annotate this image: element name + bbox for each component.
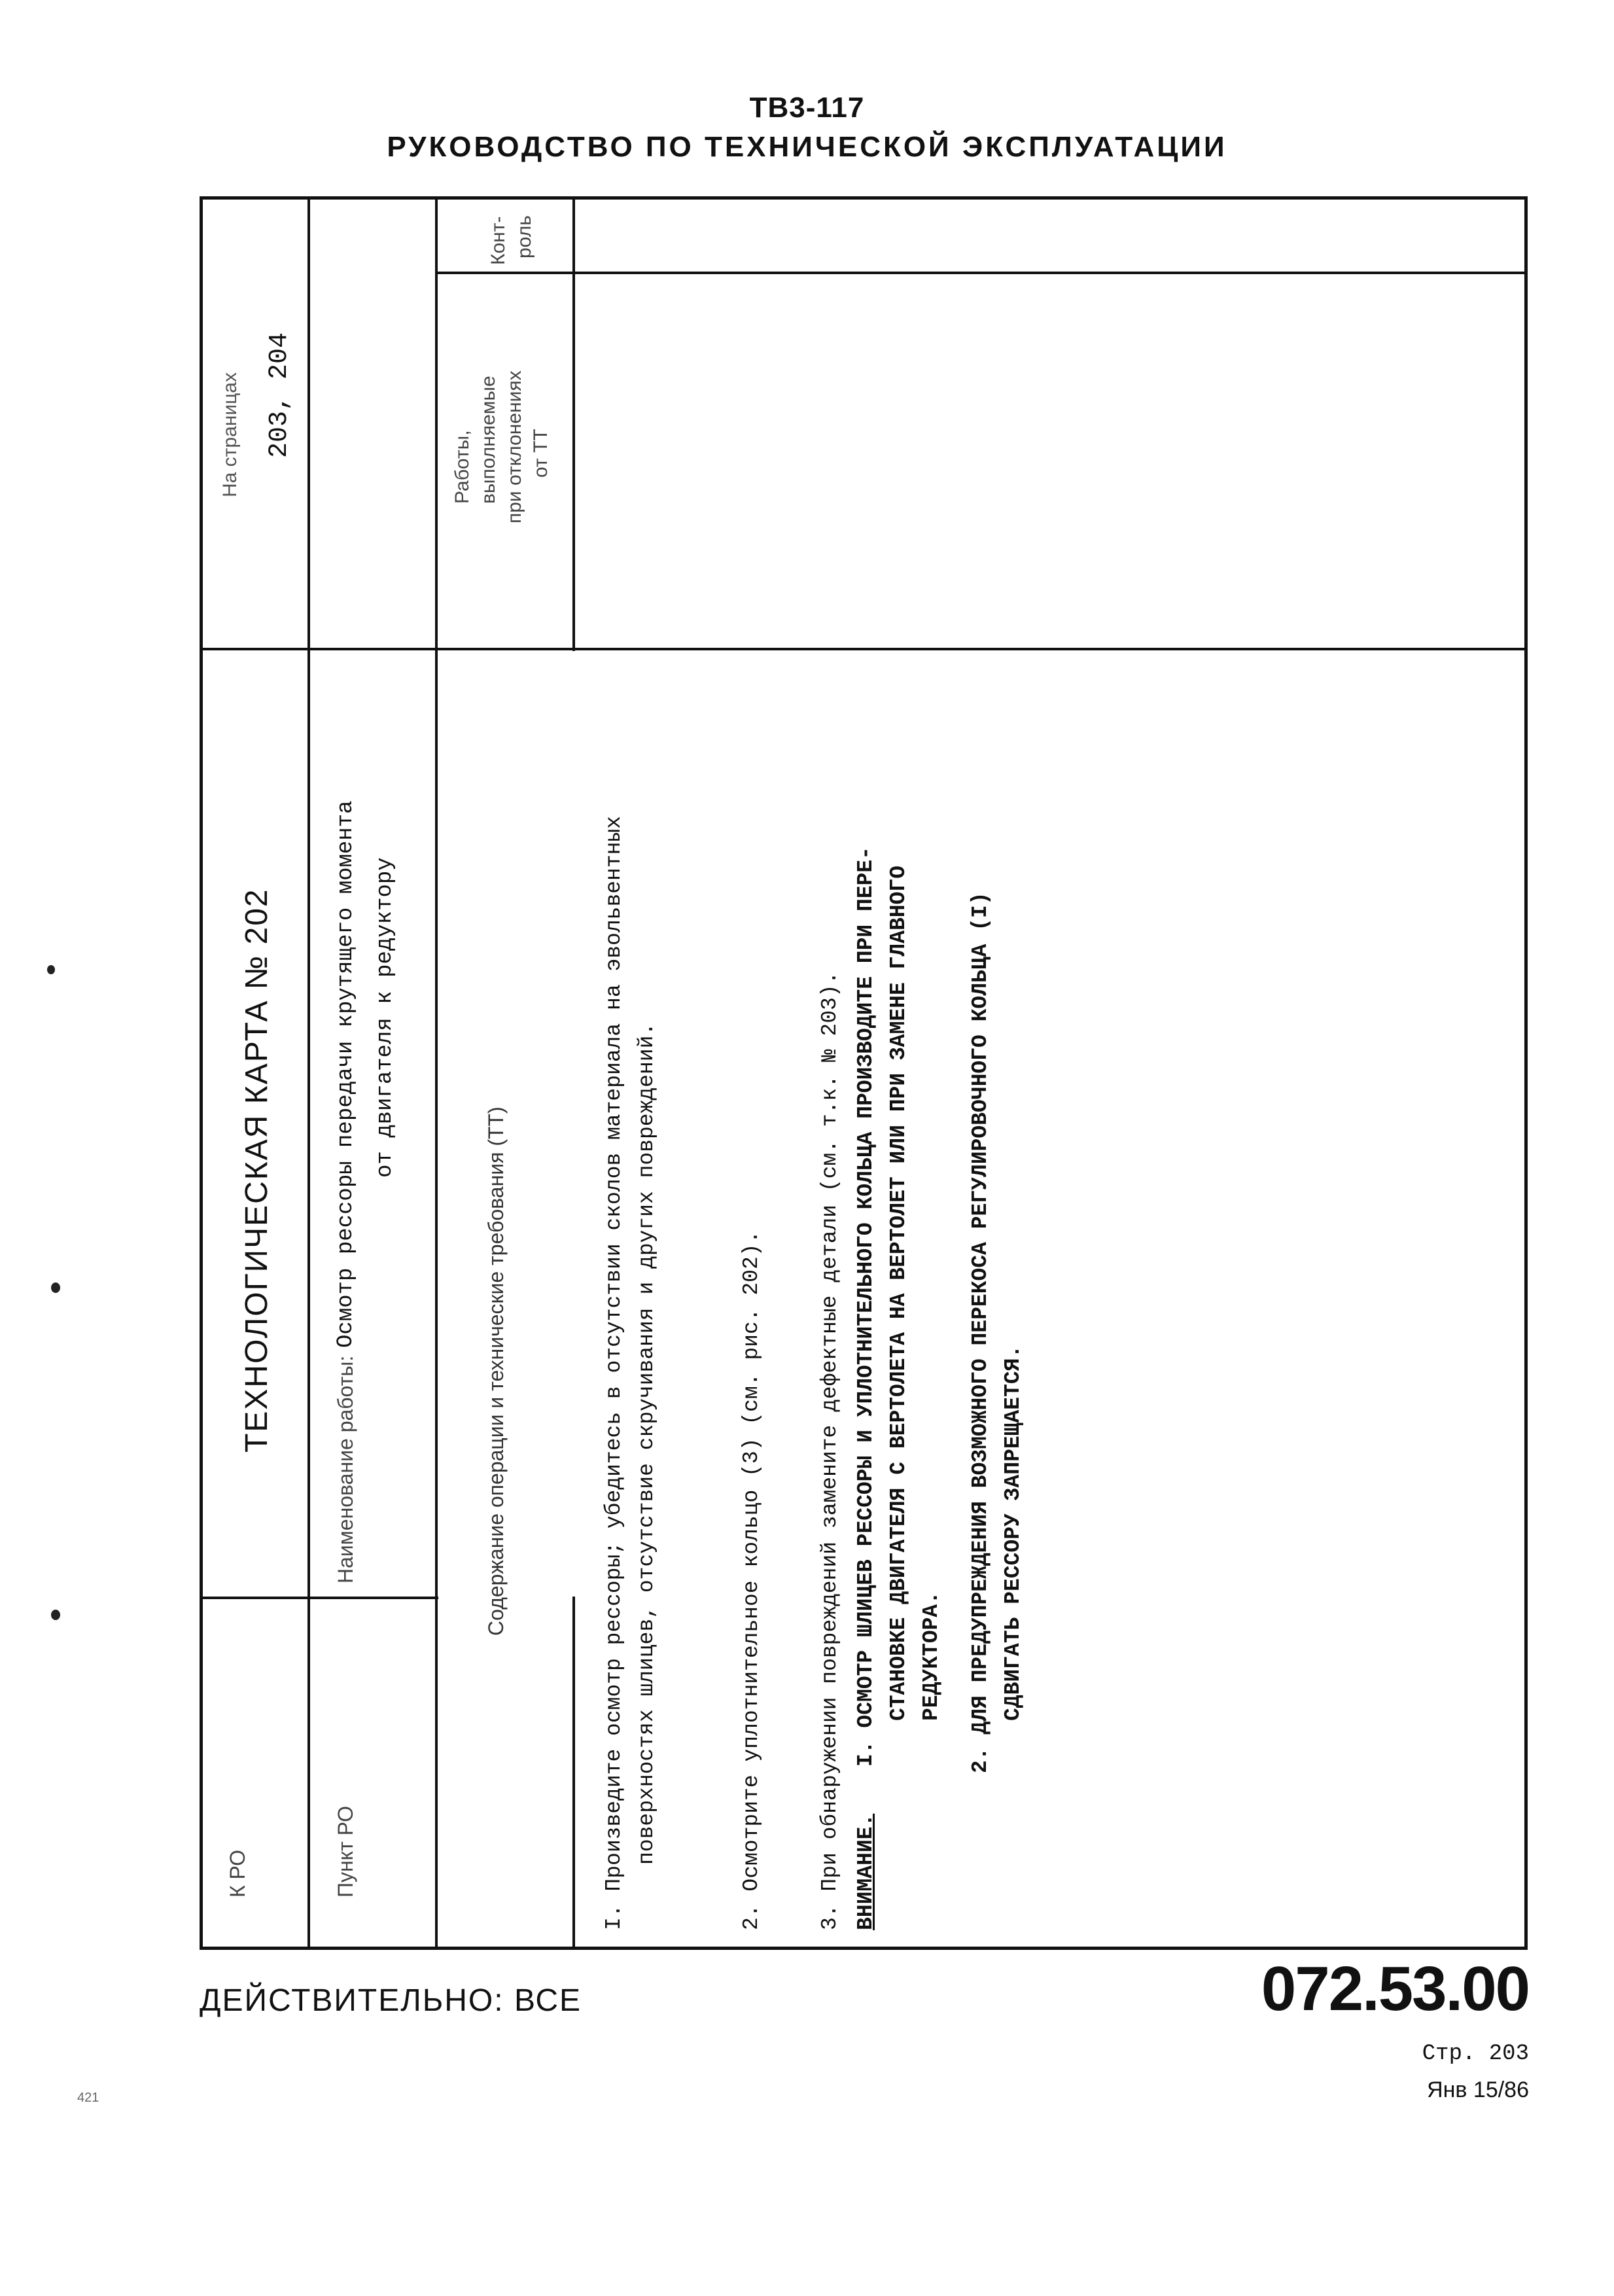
on-pages-label: На страницах xyxy=(219,372,241,497)
deviation-header-1: Работы, xyxy=(451,430,473,504)
warning-2-line-2: СДВИГАТЬ РЕССОРУ ЗАПРЕЩАЕТСЯ. xyxy=(1001,1345,1025,1721)
punkt-ro-label: Пункт РО xyxy=(334,1805,357,1898)
divider-col1 xyxy=(307,200,310,1947)
step-1-line-1: I. Произведите осмотр рессоры; убедитесь в отсутствии сколов материала на эвольвентных xyxy=(602,815,626,1930)
document-subtitle: РУКОВОДСТВО ПО ТЕХНИЧЕСКОЙ ЭКСПЛУАТАЦИИ xyxy=(387,131,1227,163)
document-number: 072.53.00 xyxy=(1261,1954,1529,2024)
punch-hole-mark-1 xyxy=(47,965,55,974)
warning-1-line-3: РЕДУКТОРА. xyxy=(919,1591,943,1721)
card-title: ТЕХНОЛОГИЧЕСКАЯ КАРТА № 202 xyxy=(239,888,274,1453)
step-2: 2. Осмотрите уплотнительное кольцо (3) (см. рис. 202). xyxy=(739,1230,763,1930)
divider-col2 xyxy=(435,200,438,1947)
document-title: ТВ3-117 xyxy=(749,92,865,124)
divider-main-row xyxy=(203,648,1524,650)
step-3: 3. При обнаружении повреждений замените дефектные детали (см. т.к. № 203). xyxy=(818,971,842,1930)
k-ro-label: К РО xyxy=(226,1849,249,1898)
punch-hole-mark-3 xyxy=(51,1610,60,1620)
warning-1-line-2: СТАНОВКЕ ДВИГАТЕЛЯ С ВЕРТОЛЕТА НА ВЕРТОЛЕТ ИЛИ ПРИ ЗАМЕНЕ ГЛАВНОГО xyxy=(886,865,911,1721)
control-header-1: Конт- xyxy=(487,216,509,265)
divider-title-cell xyxy=(203,1597,438,1599)
revision-date: Янв 15/86 xyxy=(1427,2077,1529,2102)
punch-hole-mark-2 xyxy=(51,1282,60,1293)
warning-label: ВНИМАНИЕ. xyxy=(854,1813,878,1930)
divider-col3-upper xyxy=(572,200,575,651)
step-1-line-2: поверхностях шлицев, отсутствие скручивания и других повреждений. xyxy=(635,1022,659,1865)
control-header-2: роль xyxy=(514,215,535,258)
divider-header-row xyxy=(435,272,1524,274)
deviation-header-4: от ТТ xyxy=(530,429,552,478)
deviation-header-3: при отклонениях xyxy=(504,370,525,523)
warning-1-line-1: I. ОСМОТР ШЛИЦЕВ РЕССОРЫ И УПЛОТНИТЕЛЬНОГО КОЛЬЦА ПРОИЗВОДИТЕ ПРИ ПЕРЕ- xyxy=(854,846,878,1767)
validity-note: ДЕЙСТВИТЕЛЬНО: ВСЕ xyxy=(200,1983,582,2018)
margin-mark: 421 xyxy=(77,2091,99,2105)
divider-col3-lower xyxy=(572,1597,575,1947)
page-number: Стр. 203 xyxy=(1422,2041,1529,2066)
content-header: Содержание операции и технические требования (ТТ) xyxy=(484,1106,508,1636)
on-pages-value: 203, 204 xyxy=(265,332,294,458)
deviation-header-2: выполняемые xyxy=(478,376,499,504)
warning-2-line-1: 2. ДЛЯ ПРЕДУПРЕЖДЕНИЯ ВОЗМОЖНОГО ПЕРЕКОСА РЕГУЛИРОВОЧНОГО КОЛЬЦА (I) xyxy=(968,892,992,1773)
work-name-label: Наименование работы: xyxy=(334,1355,357,1583)
work-name-line1: Осмотр рессоры передачи крутящего момента xyxy=(334,800,359,1348)
work-name-line2: от двигателя к редуктору xyxy=(373,857,398,1178)
